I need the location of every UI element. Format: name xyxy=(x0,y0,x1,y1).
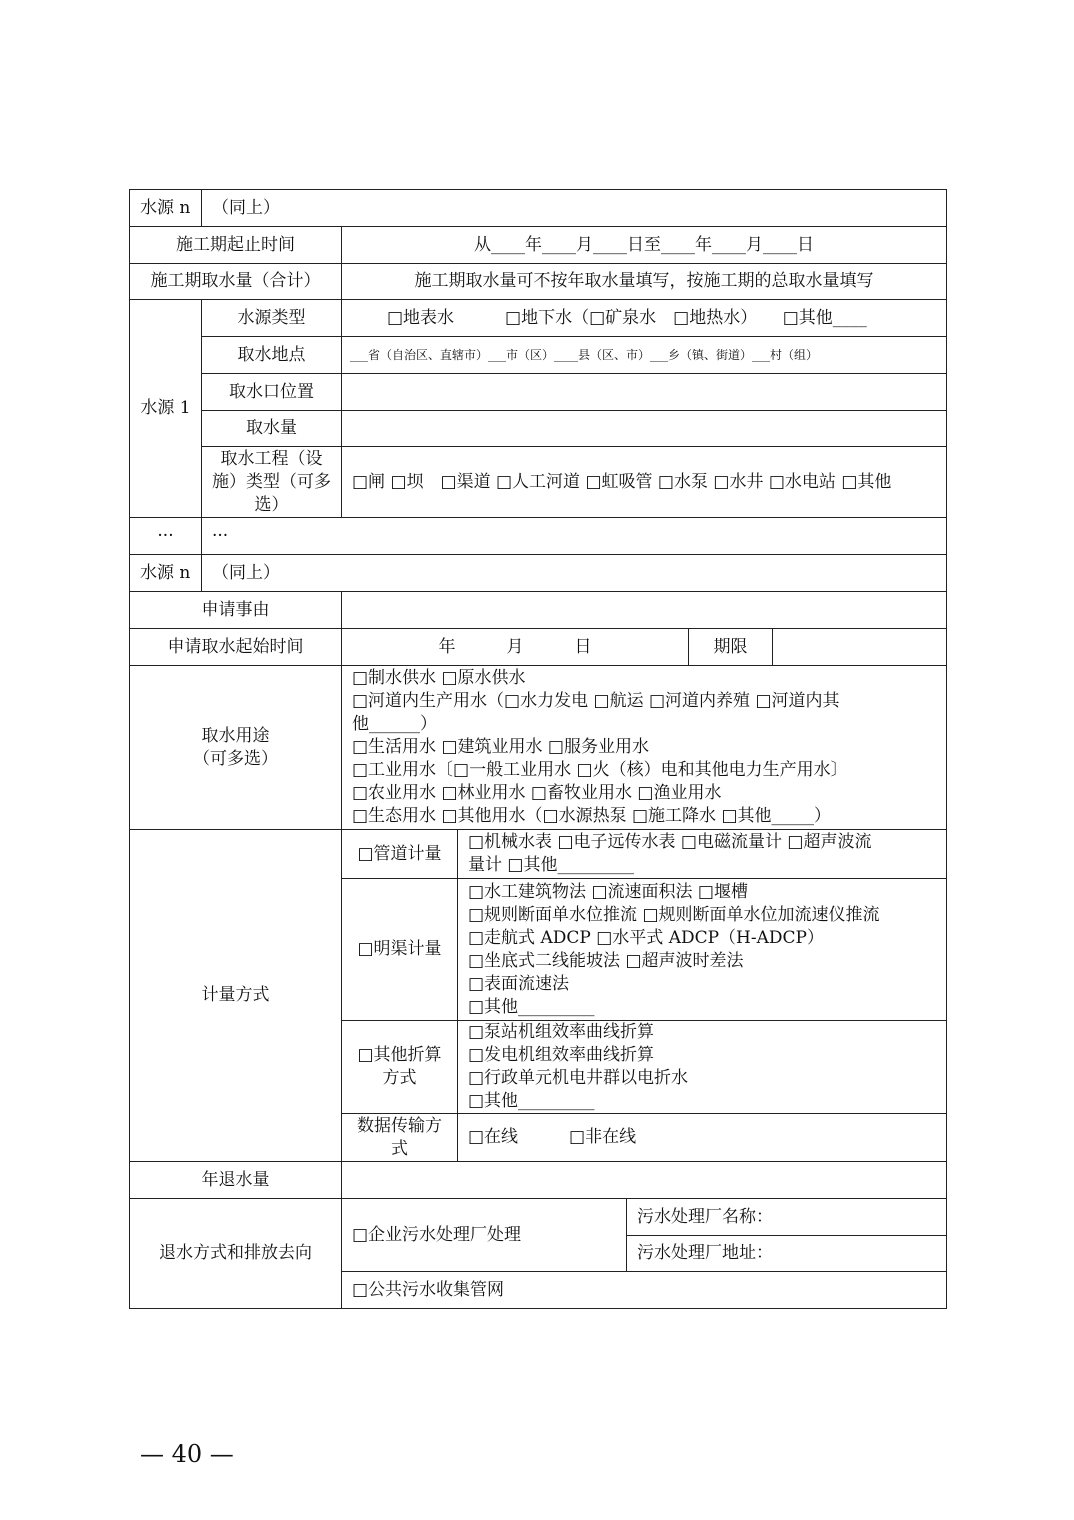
start-date-field[interactable]: 年 月 日 xyxy=(342,629,689,666)
other-conversion-option[interactable]: □其他折算方式 xyxy=(342,1021,458,1114)
ellipsis-label: ··· xyxy=(130,518,202,555)
construction-period-field[interactable]: 从____年____月____日至____年____月____日 xyxy=(342,227,947,264)
other-conversion-options[interactable] xyxy=(458,1021,947,1114)
option-line[interactable]: □其他_________ xyxy=(468,1091,595,1111)
source-n-value-2: （同上） xyxy=(202,555,947,592)
option-line[interactable]: □行政单元机电井群以电折水 xyxy=(468,1068,689,1088)
option-line[interactable]: 量计 □其他_________ xyxy=(468,855,634,875)
term-label: 期限 xyxy=(689,629,773,666)
works-type-label: 取水工程（设施）类型（可多选） xyxy=(202,447,342,518)
usage-line[interactable]: □生活用水 □建筑业用水 □服务业用水 xyxy=(352,737,649,757)
reason-field[interactable] xyxy=(342,592,947,629)
usage-line[interactable]: □河道内生产用水（□水力发电 □航运 □河道内养殖 □河道内其 xyxy=(352,691,840,711)
source-type-options[interactable]: □地表水 □地下水（□矿泉水 □地热水） □其他____ xyxy=(342,300,947,337)
option-line[interactable]: □走航式 ADCP □水平式 ADCP（H-ADCP） xyxy=(468,927,824,948)
works-type-options[interactable]: □闸 □坝 □渠道 □人工河道 □虹吸管 □水泵 □水井 □水电站 □其他 xyxy=(342,447,947,518)
intake-qty-label: 取水量 xyxy=(202,411,342,447)
enterprise-treatment-option[interactable]: □企业污水处理厂处理 xyxy=(342,1199,627,1272)
usage-subtitle: （可多选） xyxy=(193,748,278,769)
source-type-label: 水源类型 xyxy=(202,300,342,337)
public-sewer-option[interactable]: □公共污水收集管网 xyxy=(342,1272,947,1309)
intake-place-field[interactable]: ___省（自治区、直辖市）___市（区）____县（区、市）___乡（镇、街道）___村（组） xyxy=(342,337,947,374)
intake-qty-field[interactable] xyxy=(342,411,947,447)
source-n-value: （同上） xyxy=(202,190,947,227)
usage-line[interactable]: □生态用水 □其他用水（□水源热泵 □施工降水 □其他_____） xyxy=(352,806,832,826)
option-line[interactable]: □表面流速法 xyxy=(468,973,570,994)
term-field[interactable] xyxy=(773,629,947,666)
ellipsis-value: ··· xyxy=(202,518,947,555)
plant-name-field[interactable]: 污水处理厂名称： xyxy=(627,1199,947,1236)
metering-label: 计量方式 xyxy=(130,830,342,1162)
source-n-label-2: 水源 n xyxy=(130,555,202,592)
construction-qty-note: 施工期取水量可不按年取水量填写，按施工期的总取水量填写 xyxy=(342,264,947,300)
construction-period-label: 施工期起止时间 xyxy=(130,227,342,264)
transmission-label: 数据传输方式 xyxy=(342,1114,458,1162)
usage-title: 取水用途 xyxy=(201,725,270,746)
annual-return-field[interactable] xyxy=(342,1162,947,1199)
option-line[interactable]: □机械水表 □电子远传水表 □电磁流量计 □超声波流 xyxy=(468,832,872,852)
channel-metering-options[interactable] xyxy=(458,879,947,1021)
reason-label: 申请事由 xyxy=(130,592,342,629)
usage-label xyxy=(130,666,342,830)
annual-return-label: 年退水量 xyxy=(130,1162,342,1199)
transmission-options[interactable]: □在线 □非在线 xyxy=(458,1114,947,1162)
construction-qty-label: 施工期取水量（合计） xyxy=(130,264,342,300)
option-line[interactable]: □规则断面单水位推流 □规则断面单水位加流速仪推流 xyxy=(468,904,880,925)
intake-place-label: 取水地点 xyxy=(202,337,342,374)
start-time-label: 申请取水起始时间 xyxy=(130,629,342,666)
usage-line[interactable]: □制水供水 □原水供水 xyxy=(352,668,526,688)
option-line[interactable]: □泵站机组效率曲线折算 xyxy=(468,1022,655,1042)
source-n-label: 水源 n xyxy=(130,190,202,227)
option-line[interactable]: □发电机组效率曲线折算 xyxy=(468,1045,655,1065)
source-1-label: 水源 1 xyxy=(130,300,202,518)
plant-address-field[interactable]: 污水处理厂地址： xyxy=(627,1236,947,1272)
usage-line[interactable]: 他______） xyxy=(352,714,437,734)
option-line[interactable]: □水工建筑物法 □流速面积法 □堰槽 xyxy=(468,881,748,902)
discharge-label: 退水方式和排放去向 xyxy=(130,1199,342,1309)
intake-outlet-label: 取水口位置 xyxy=(202,374,342,411)
usage-options[interactable] xyxy=(342,666,947,830)
page-number: — 40 — xyxy=(140,1440,234,1468)
usage-line[interactable]: □农业用水 □林业用水 □畜牧业用水 □渔业用水 xyxy=(352,783,722,803)
channel-metering-option[interactable]: □明渠计量 xyxy=(342,879,458,1021)
usage-line[interactable]: □工业用水〔□一般工业用水 □火（核）电和其他电力生产用水〕 xyxy=(352,760,848,780)
water-permit-form-table xyxy=(129,189,947,1309)
option-line[interactable]: □其他_________ xyxy=(468,996,595,1017)
intake-outlet-field[interactable] xyxy=(342,374,947,411)
pipe-metering-options[interactable] xyxy=(458,830,947,879)
option-line[interactable]: □坐底式二线能坡法 □超声波时差法 xyxy=(468,950,744,971)
pipe-metering-option[interactable]: □管道计量 xyxy=(342,830,458,879)
